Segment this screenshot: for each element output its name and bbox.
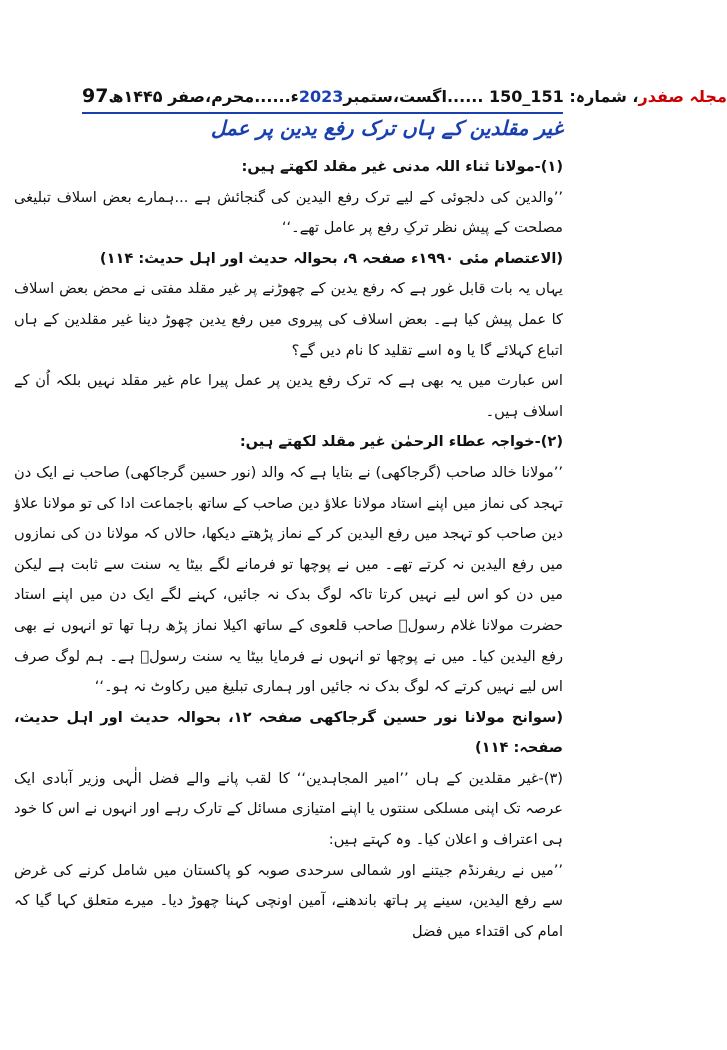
article-title: غیر مقلدین کے ہاں ترک رفع یدین پر عمل [210, 116, 563, 140]
quote-3: ’’میں نے ریفرنڈم جیتنے اور شمالی سرحدی صوبہ کو پاکستان میں شامل کرنے کی غرض سے رفع الیدین، سینے پر ہاتھ باندھنے، آمین اونچی کہنا چھوڑ دیا۔ میرے متعلق کہا گیا کہ امام کی اقتداء میں فضل [14, 861, 563, 940]
quote-1: ’’والدین کی دلجوئی کے لیے ترک رفع الیدین کی گنجائش ہے ...ہمارے بعض اسلاف تبلیغی مصلحت کے پیش نظر ترکِ رفع پر عامل تھے۔‘‘ [14, 188, 563, 237]
page-number: 97 [82, 85, 109, 107]
citation-1: (الاعتصام مئی ۱۹۹۰ء صفحہ ۹، بحوالہ حدیث اور اہل حدیث: ۱۱۴) [99, 249, 563, 267]
article-body [14, 152, 563, 1030]
issue-label: ، شمارہ: [569, 86, 639, 106]
paragraph-1: (۱)-مولانا ثناء اللہ مدنی غیر مقلد لکھتے ہیں: [241, 158, 563, 175]
journal-running-head [108, 87, 726, 106]
month-text: ......اگست،ستمبر [343, 86, 484, 106]
paragraph-2: (۲)-خواجہ عطاء الرحمٰن غیر مقلد لکھتے ہیں: [239, 433, 563, 451]
quote-2: ’’مولانا خالد صاحب (گرجاکھی) نے بتایا ہے کہ والد (نور حسین گرجاکھی) صاحب نے ایک دن تہجد کی نماز میں اپنے استاد مولانا علاؤ دین صاحب کے ساتھ باجماعت ادا کی تو مولانا علاؤ دین صاحب کو تہجد میں رفع الیدین کر کے نماز پڑھتے دیکھا، حالاں کہ مولانا دن کی نمازوں میں رفع الیدین نہ کرتے تھے۔ میں نے پوچھا تو فرمانے لگے بیٹا یہ سنت سے ثابت ہے لیکن میں دن کو اس لیے نہیں کرتا تاکہ لوگ بدک نہ جائیں، کہنے لگے ایک دن میں اپنے استاد حضرت مولانا غلام رسولؒ صاحب قلعوی کے ساتھ اکیلا نماز پڑھ رہا تھا تو انہوں نے بھی رفع الیدین کیا۔ میں نے پوچھا تو انہوں نے فرمایا بیٹا یہ سنت رسولؐ ہے۔ ہم لوگ صرف اس لیے نہیں کرتے کہ لوگ بدک نہ جائیں اور ہماری تبلیغ میں رکاوٹ نہ ہو۔‘‘ [14, 463, 563, 696]
running-header [82, 82, 727, 110]
hijri-date: ء......محرم،صفر ۱۴۴۵ھ [108, 86, 299, 106]
commentary-2: اس عبارت میں یہ بھی ہے کہ ترک رفع یدین پر عمل پیرا عام غیر مقلد نہیں بلکہ اُن کے اسلاف ہیں۔ [14, 372, 563, 420]
header-rule [82, 112, 563, 114]
commentary-1: یہاں یہ بات قابل غور ہے کہ رفع یدین کے چھوڑنے پر غیر مقلد مفتی نے محض بعض اسلاف کا عمل پیش کیا ہے۔ بعض اسلاف کی پیروی میں رفع یدین چھوڑ دینا غیر مقلدین کے ہاں اتباع کہلائے گا یا وہ اسے تقلید کا نام دیں گے؟ [14, 280, 563, 359]
citation-2: (سوانح مولانا نور حسین گرجاکھی صفحہ ۱۲، بحوالہ حدیث اور اہل حدیث، صفحہ: ۱۱۴) [14, 708, 564, 757]
issue-numbers: 151_150 [483, 86, 570, 106]
year: 2023 [298, 86, 344, 106]
paragraph-3: (۳)-غیر مقلدین کے ہاں ’’امیر المجاہدین‘‘ کا لقب پانے والے فضل الٰہی وزیر آبادی ایک عرصہ تک اپنی مسلکی سنتوں یا اپنے امتیازی مسائل کے تارک رہے اور انہوں نے اس کا خود ہی اعتراف و اعلان کیا۔ وہ کہتے ہیں: [14, 769, 563, 849]
journal-name: مجلہ صفدر [638, 86, 727, 106]
